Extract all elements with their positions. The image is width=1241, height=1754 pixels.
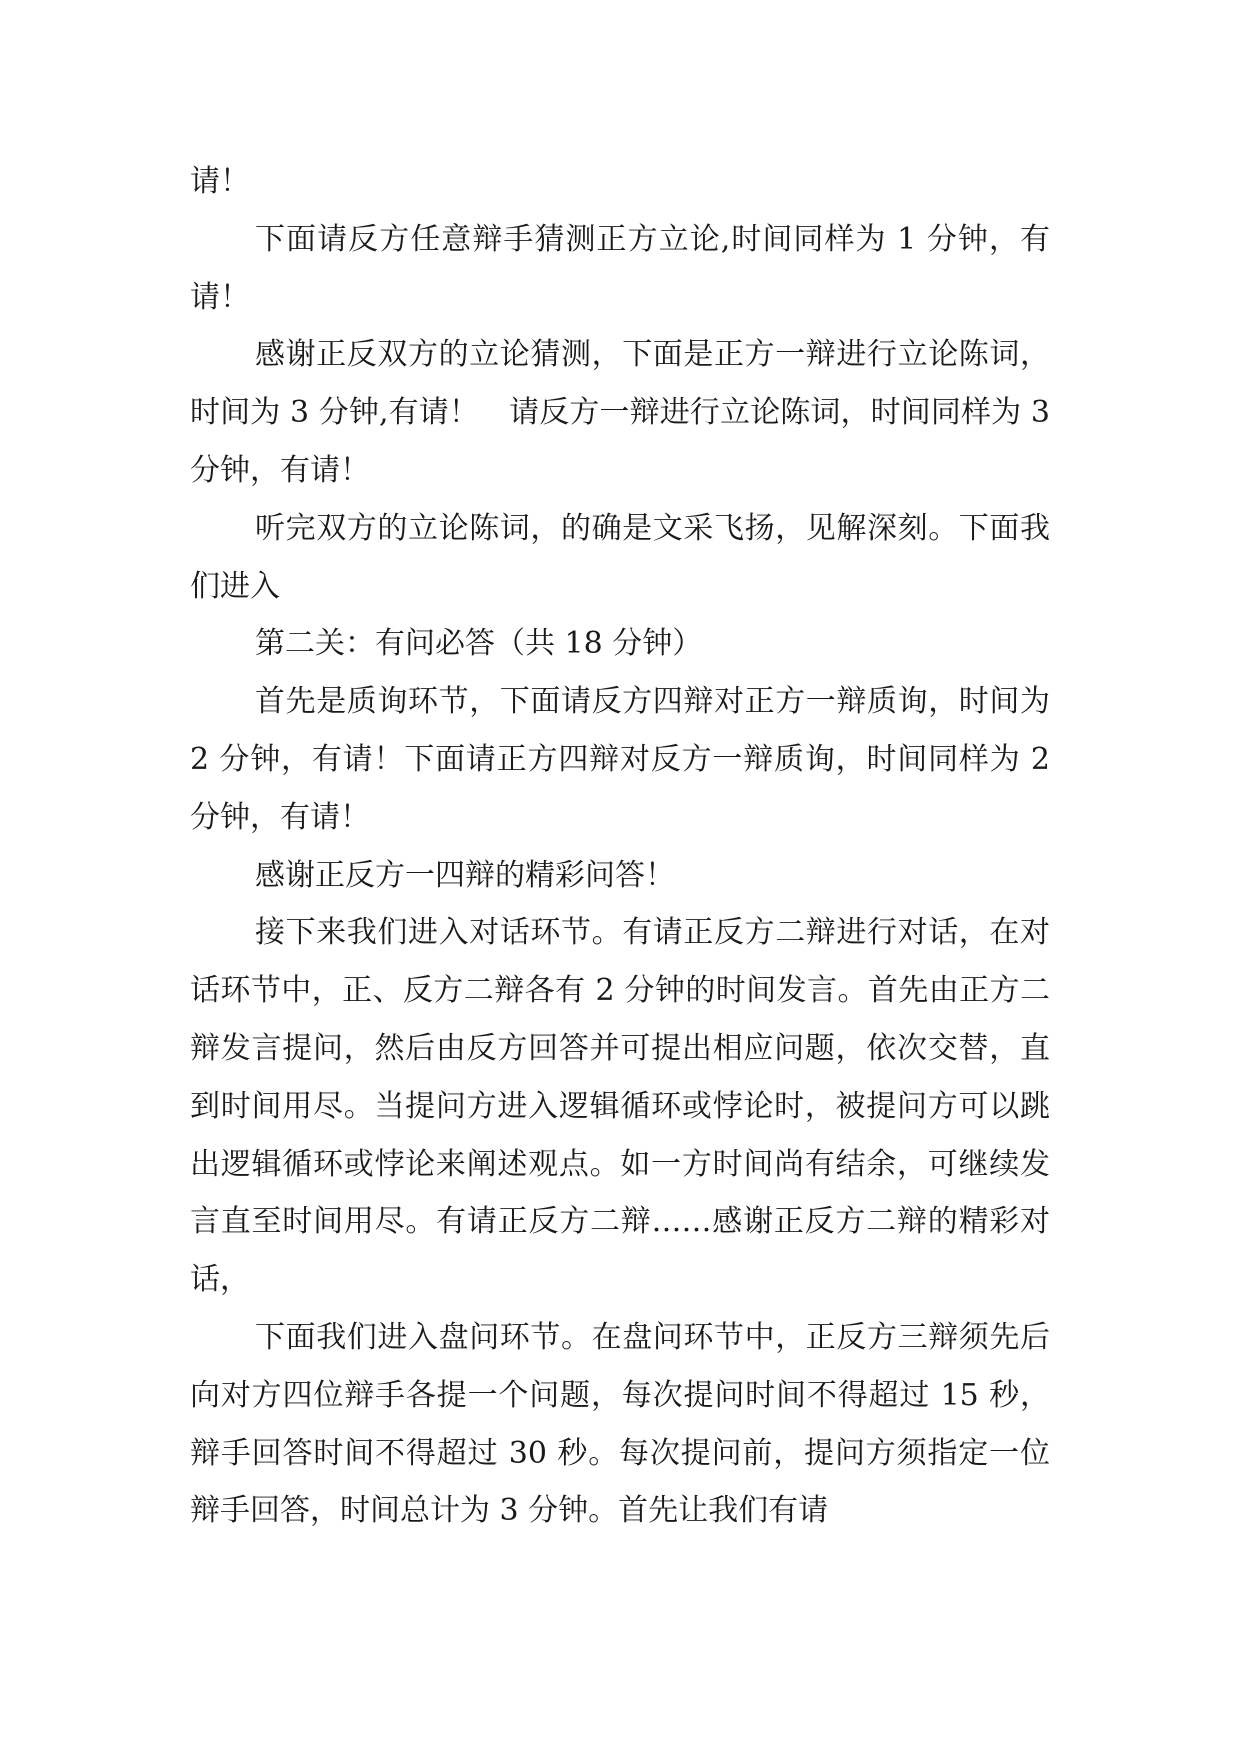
- paragraph: 听完双方的立论陈词，的确是文采飞扬，见解深刻。下面我们进入: [190, 510, 1050, 604]
- paragraph: 感谢正反方一四辩的精彩问答！: [255, 857, 675, 893]
- paragraph: 下面请反方任意辩手猜测正方立论,时间同样为 1 分钟，有请！: [190, 221, 1050, 315]
- paragraph: 接下来我们进入对话环节。有请正反方二辩进行对话，在对话环节中，正、反方二辩各有 2 分钟的时间发言。首先由正方二辩发言提问，然后由反方回答并可提出相应问题，依次交替，直到时间用尽。当提问方进入逻辑循环或悖论时，被提问方可以跳出逻辑循环或悖论来阐述观点。如一方时间尚有结余，可继续发言直至时间用尽。有请正反方二辩……感谢正反方二辩的精彩对话，: [190, 915, 1050, 1298]
- paragraph: 请！: [190, 164, 250, 199]
- paragraph: 感谢正反双方的立论猜测，下面是正方一辩进行立论陈词，时间为 3 分钟,有请！ 请反方一辩进行立论陈词，时间同样为 3 分钟，有请！: [190, 337, 1050, 488]
- document-body: [190, 153, 1050, 1540]
- section-heading: 第二关：有问必答（共 18 分钟）: [255, 626, 703, 662]
- paragraph: 首先是质询环节，下面请反方四辩对正方一辩质询，时间为 2 分钟，有请！下面请正方四辩对反方一辩质询，时间同样为 2 分钟，有请！: [190, 684, 1050, 835]
- paragraph: 下面我们进入盘问环节。在盘问环节中，正反方三辩须先后向对方四位辩手各提一个问题，每次提问时间不得超过 15 秒，辩手回答时间不得超过 30 秒。每次提问前，提问方须指定一位辩手回答，时间总计为 3 分钟。首先让我们有请: [190, 1319, 1050, 1529]
